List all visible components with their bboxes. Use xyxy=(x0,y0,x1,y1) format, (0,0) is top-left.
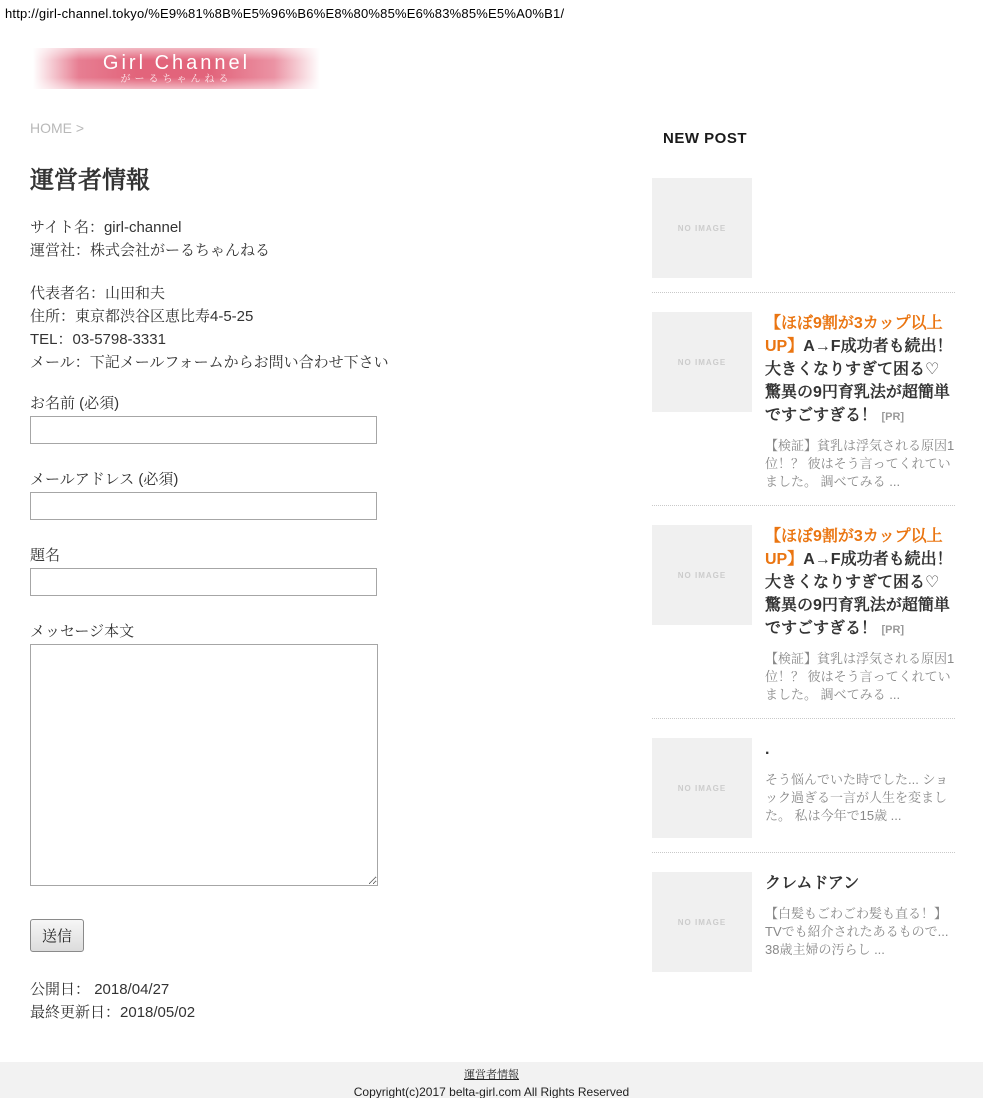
email-field[interactable] xyxy=(30,492,377,520)
post-item-3 xyxy=(652,506,955,719)
post-thumbnail[interactable] xyxy=(652,312,752,412)
copyright-text: Copyright(c)2017 belta-girl.com All Rights Reserved xyxy=(353,1085,630,1098)
info-line-company: 運営社：株式会社がーるちゃんねる xyxy=(30,242,271,259)
post-title-link[interactable] xyxy=(765,525,955,642)
name-field[interactable] xyxy=(30,416,377,444)
sidebar-new-posts xyxy=(652,130,955,986)
info-line-representative: 代表者名：山田和夫 xyxy=(30,285,166,302)
post-item-5 xyxy=(652,853,955,986)
email-field-label: メールアドレス (必須) xyxy=(30,471,179,488)
site-info-block-1 xyxy=(30,216,620,262)
post-text xyxy=(765,525,955,704)
info-line-tel: TEL：03-5798-3331 xyxy=(30,331,166,348)
post-title-rest: . xyxy=(765,741,770,758)
submit-button[interactable]: 送信 xyxy=(30,919,84,952)
pr-badge: [PR] xyxy=(881,624,905,636)
main-content xyxy=(30,120,620,1024)
pr-badge: [PR] xyxy=(881,411,905,423)
no-image-label: NO IMAGE xyxy=(677,223,727,233)
page-url-text: http://girl-channel.tokyo/%E9%81%8B%E5%96%B6%E8%80%85%E6%83%85%E5%A0%B1/ xyxy=(5,6,565,21)
logo-subtitle: がーるちゃんねる xyxy=(120,74,233,85)
post-title-link[interactable] xyxy=(765,312,955,429)
updated-date-label: 最終更新日： xyxy=(30,1004,121,1021)
post-title-link[interactable] xyxy=(765,872,955,897)
post-title-rest: クレムドアン xyxy=(765,875,860,892)
post-item-4 xyxy=(652,719,955,853)
published-date-line xyxy=(30,978,620,1001)
site-logo[interactable] xyxy=(33,48,320,89)
footer-operator-info-link[interactable]: 運営者情報 xyxy=(464,1069,519,1081)
post-text xyxy=(765,872,955,972)
breadcrumb-home-link[interactable]: HOME xyxy=(30,120,72,136)
post-item-2 xyxy=(652,293,955,506)
subject-field[interactable] xyxy=(30,568,377,596)
breadcrumb-separator: > xyxy=(75,120,85,136)
no-image-label: NO IMAGE xyxy=(677,570,727,580)
info-line-sitename: サイト名：girl-channel xyxy=(30,219,182,236)
sidebar-heading: NEW POST xyxy=(663,130,748,147)
published-date-label: 公開日： xyxy=(30,981,91,998)
post-text xyxy=(765,178,955,278)
post-title-highlight: 【ほぼ9割が3カップ以上UP】 xyxy=(765,528,943,568)
post-excerpt: 【検証】貧乳は浮気される原因1位！？ 彼はそう言ってくれていました。 調べてみる ... xyxy=(765,651,955,702)
post-title-rest: A→F成功者も続出！大きくなりすぎて困る♡驚異の9円育乳法が超簡単ですごすぎる！ xyxy=(765,338,953,424)
message-field-label: メッセージ本文 xyxy=(30,623,135,640)
post-title-highlight: 【ほぼ9割が3カップ以上UP】 xyxy=(765,315,943,355)
post-excerpt: 【白髪もごわごわ髪も直る！】TVでも紹介されたあるもので... 38歳主婦の汚らし ... xyxy=(765,906,949,957)
info-line-address: 住所：東京都渋谷区恵比寿4-5-25 xyxy=(30,308,254,325)
post-item-1 xyxy=(652,159,955,293)
post-text xyxy=(765,738,955,838)
updated-date-value: 2018/05/02 xyxy=(120,1004,196,1021)
info-line-mail: メール：下記メールフォームからお問い合わせ下さい xyxy=(30,354,389,371)
no-image-label: NO IMAGE xyxy=(677,917,727,927)
name-field-label: お名前 (必須) xyxy=(30,395,120,412)
contact-form xyxy=(30,394,620,952)
post-thumbnail[interactable] xyxy=(652,872,752,972)
published-date-value: 2018/04/27 xyxy=(94,981,170,998)
updated-date-line xyxy=(30,1001,620,1024)
message-field[interactable] xyxy=(30,644,378,886)
site-info-block-2 xyxy=(30,282,620,374)
post-thumbnail[interactable] xyxy=(652,525,752,625)
post-thumbnail[interactable] xyxy=(652,178,752,278)
logo-title: Girl Channel xyxy=(102,52,251,74)
post-text xyxy=(765,312,955,491)
page-title: 運営者情報 xyxy=(30,167,150,194)
no-image-label: NO IMAGE xyxy=(677,783,727,793)
post-excerpt: 【検証】貧乳は浮気される原因1位！？ 彼はそう言ってくれていました。 調べてみる ... xyxy=(765,438,955,489)
post-excerpt: そう悩んでいた時でした... ショック過ぎる一言が人生を変ました。 私は今年で15歳 ... xyxy=(765,772,949,823)
post-dates xyxy=(30,978,620,1024)
page-footer xyxy=(0,1062,983,1098)
post-title-rest: A→F成功者も続出！大きくなりすぎて困る♡驚異の9円育乳法が超簡単ですごすぎる！ xyxy=(765,551,953,637)
post-title-link[interactable] xyxy=(765,738,955,763)
no-image-label: NO IMAGE xyxy=(677,357,727,367)
breadcrumb xyxy=(30,120,620,136)
post-thumbnail[interactable] xyxy=(652,738,752,838)
subject-field-label: 題名 xyxy=(30,547,61,564)
